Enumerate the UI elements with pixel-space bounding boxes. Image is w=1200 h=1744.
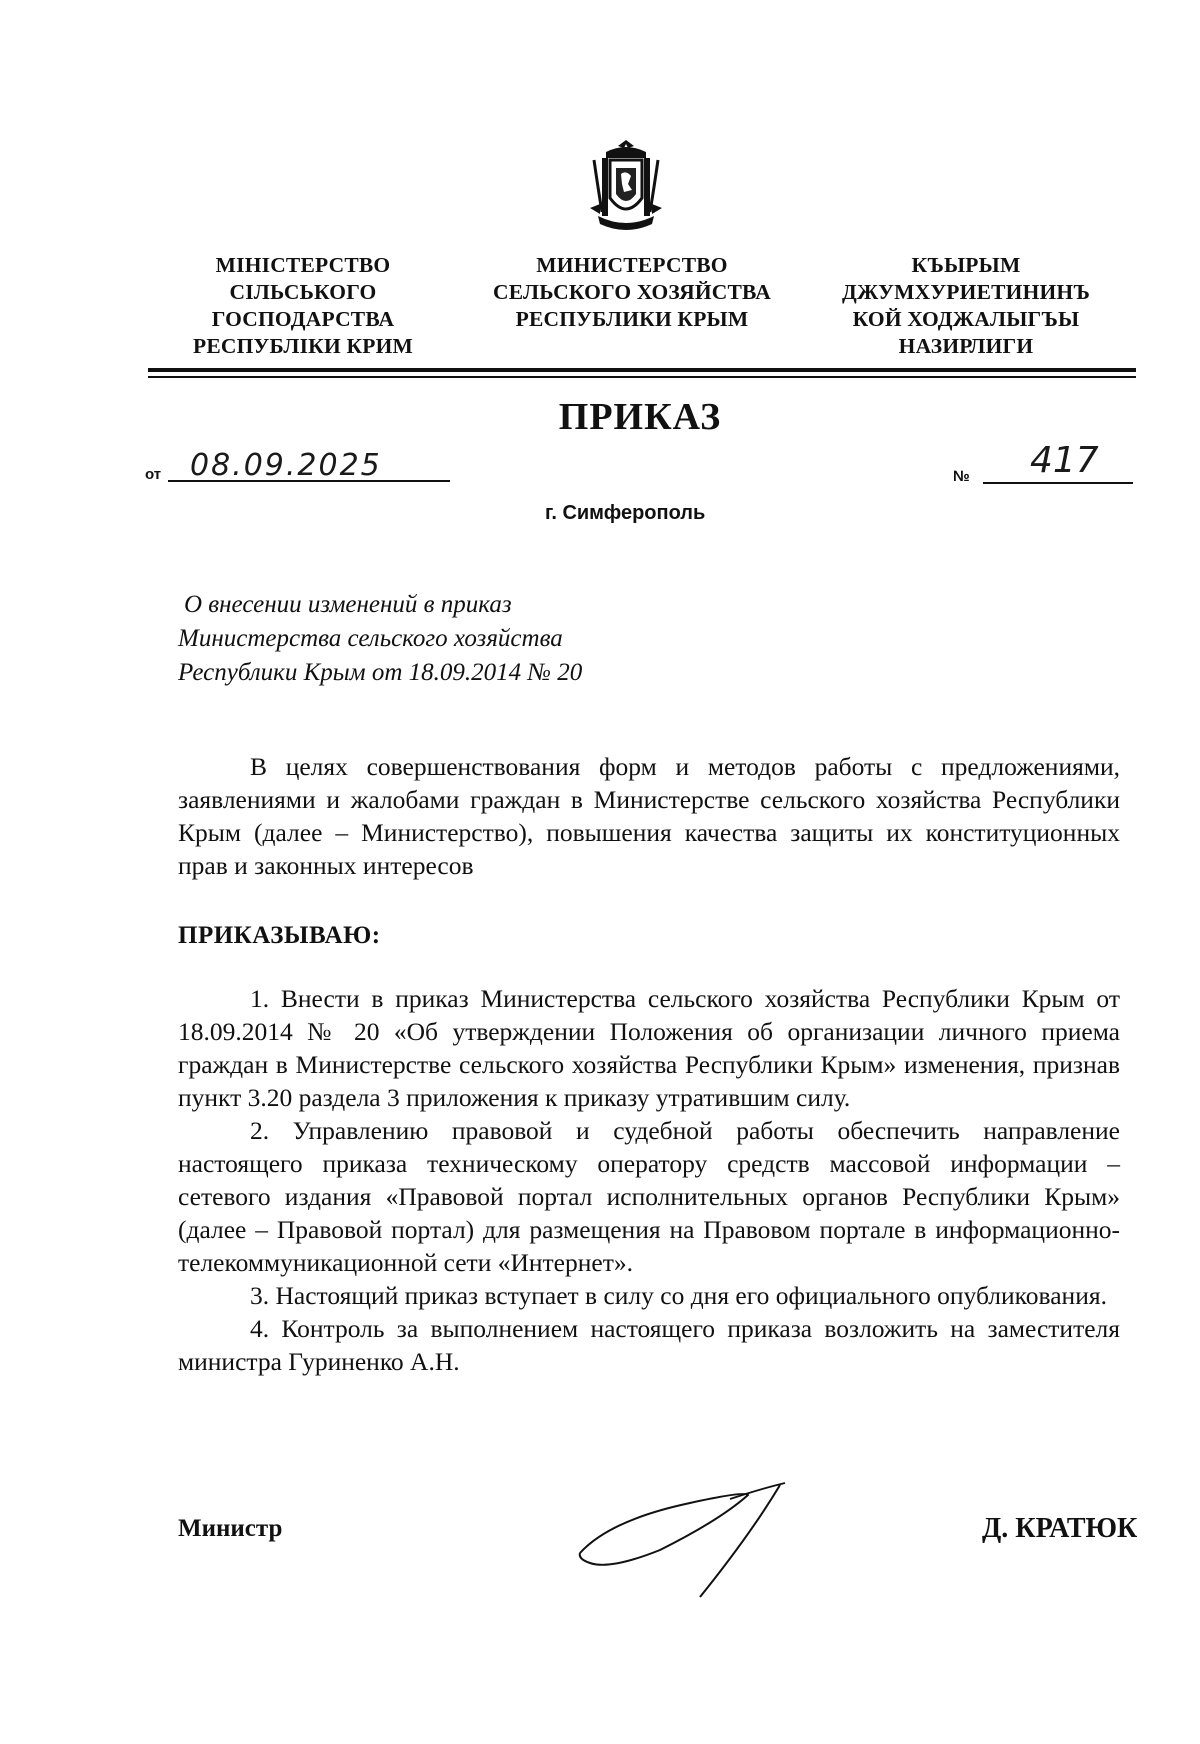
header-ua-line: РЕСПУБЛІКИ КРИМ bbox=[193, 334, 413, 358]
handwritten-date: 08.09.2025 bbox=[190, 448, 382, 483]
order-item: 3. Настоящий приказ вступает в силу со дня его официального опубликования. bbox=[250, 1281, 1107, 1310]
signatory-name: Д. КРАТЮК bbox=[982, 1513, 1138, 1544]
header-ua-line: ГОСПОДАРСТВА bbox=[211, 307, 395, 331]
subject-line: Министерства сельского хозяйства bbox=[178, 625, 563, 652]
order-item: 1. Внести в приказ Министерства сельского хозяйства Республики Крым от 18.09.2014 № 20 «Об утверждении Положения об организации личного приема граждан в Министерстве сельского хозяйства Республики Крым» изменения, признав пункт 3.20 раздела 3 приложения к приказу утратившим силу. bbox=[178, 984, 1120, 1112]
document-title: ПРИКАЗ bbox=[558, 396, 722, 438]
preamble bbox=[178, 750, 1120, 882]
city-name: г. Симферополь bbox=[545, 502, 706, 524]
subject-line: Республики Крым от 18.09.2014 № 20 bbox=[178, 659, 583, 686]
header-ua-line: СІЛЬСЬКОГО bbox=[229, 280, 377, 304]
header-ru-line: МИНИСТЕРСТВО bbox=[536, 253, 728, 277]
preamble-paragraph: В целях совершенствования форм и методов работы с предложениями, заявлениями и жалобами граждан в Министерстве сельского хозяйства Республики Крым (далее – Министерство), повышения качества защиты их конституционных прав и законных интересов bbox=[178, 752, 1120, 880]
order-keyword: ПРИКАЗЫВАЮ: bbox=[178, 922, 381, 949]
header-ru-line: РЕСПУБЛИКИ КРЫМ bbox=[515, 307, 749, 331]
ministry-name-russian bbox=[472, 252, 792, 333]
header-divider-thin bbox=[148, 376, 1136, 378]
order-item: 2. Управлению правовой и судебной работы обеспечить направление настоящего приказа техническому оператору средств массовой информации – сетевого издания «Правовой портал исполнительных органов Республики Крым» (далее – Правовой портал) для размещения на Правовом портале в информационно-телекоммуникационной сети «Интернет». bbox=[178, 1116, 1120, 1277]
header-ct-line: КОЙ ХОДЖАЛЫГЪЫ bbox=[852, 307, 1080, 331]
header-ct-line: НАЗИРЛИГИ bbox=[898, 334, 1034, 358]
ministry-name-ukrainian bbox=[172, 252, 434, 360]
handwritten-number: 417 bbox=[1030, 440, 1099, 481]
header-ru-line: СЕЛЬСКОГО ХОЗЯЙСТВА bbox=[493, 280, 771, 304]
header-ct-line: КЪЫРЫМ bbox=[911, 253, 1021, 277]
number-underline bbox=[983, 482, 1133, 484]
header-ct-line: ДЖУМХУРИЕТИНИНЪ bbox=[841, 280, 1090, 304]
handwritten-signature bbox=[570, 1465, 820, 1605]
order-item: 4. Контроль за выполнением настоящего приказа возложить на заместителя министра Гуриненко А.Н. bbox=[178, 1314, 1120, 1376]
date-label: от bbox=[145, 466, 162, 483]
order-items bbox=[178, 982, 1120, 1378]
subject-line: О внесении изменений в приказ bbox=[184, 591, 512, 618]
signatory-position: Министр bbox=[178, 1515, 283, 1542]
header-divider-thick bbox=[148, 368, 1136, 372]
coat-of-arms-emblem bbox=[588, 138, 664, 234]
ministry-name-crimean-tatar bbox=[830, 252, 1102, 360]
header-ua-line: МІНІСТЕРСТВО bbox=[215, 253, 391, 277]
number-label: № bbox=[953, 468, 970, 485]
order-subject bbox=[178, 588, 582, 690]
